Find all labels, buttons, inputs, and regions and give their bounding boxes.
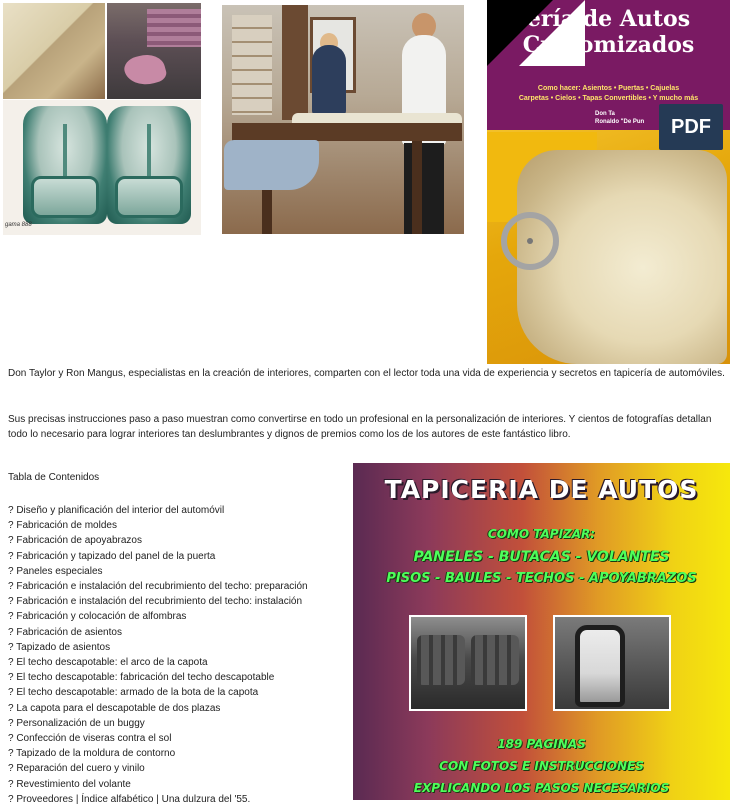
- toc-item: ? Fabricación de apoyabrazos: [8, 535, 142, 547]
- toc-list: [8, 503, 308, 807]
- upholstery-photo-1: [3, 3, 105, 99]
- book-cover-customizados[interactable]: [487, 0, 730, 364]
- cover2-line: 189 PAGINAS: [497, 737, 586, 751]
- front-seat-photo: [553, 615, 671, 711]
- toc-item: ? Fabricación y colocación de alfombras: [8, 611, 187, 623]
- toc-item: ? Proveedores | Índice alfabético | Una dulzura del '55.: [8, 793, 251, 805]
- cover2-line: EXPLICANDO LOS PASOS NECESARIOS: [413, 781, 670, 795]
- seat-back: [575, 625, 625, 707]
- steering-wheel: [501, 212, 559, 270]
- seat-stitch-line: [63, 124, 67, 184]
- cover2-line: PISOS - BAULES - TECHOS - APOYABRAZOS: [386, 571, 697, 586]
- seat-cushion: [31, 176, 99, 218]
- toc-item: ? El techo descapotable: armado de la bota de la capota: [8, 687, 259, 699]
- toc-item: ? Fabricación e instalación del recubrimiento del techo: preparación: [8, 581, 308, 593]
- toc-item: ? Paneles especiales: [8, 565, 103, 577]
- cover2-line: PANELES - BUTACAS - VOLANTES: [413, 549, 670, 565]
- toc-item: ? Tapizado de la moldura de contorno: [8, 748, 176, 760]
- cover2-line: COMO TAPIZAR:: [487, 527, 596, 541]
- shelf: [232, 15, 272, 115]
- cover-author-2: Ronaldo "De Pun: [595, 119, 645, 125]
- toc-item: ? Confección de viseras contra el sol: [8, 733, 172, 745]
- toc-item: ? Tapizado de asientos: [8, 641, 111, 653]
- seat-right: [107, 106, 191, 224]
- rear-seat-photo: [409, 615, 527, 711]
- cover-title-line1: ería de Autos: [526, 6, 691, 32]
- person-woman: [312, 45, 346, 115]
- person-pants: [404, 143, 444, 234]
- pdf-badge[interactable]: PDF: [659, 104, 723, 150]
- page-corner-white: [519, 0, 585, 66]
- cover-author-1: Don Ta: [595, 111, 615, 117]
- toc-item: ? Revestimiento del volante: [8, 778, 131, 790]
- toc-item: ? Fabricación de asientos: [8, 626, 122, 638]
- cover-title-line2: Customizados: [522, 32, 695, 58]
- description-paragraph-2: Sus precisas instrucciones paso a paso muestran como convertirse en todo un profesional en la personalización de interiores. Y cientos de fotografías detallan todo lo necesario para lograr interiores tan deslumbrantes y dignos de premios como los de los autores de este fantástico libro.: [8, 414, 712, 440]
- table-leg: [412, 141, 422, 234]
- seat-left: [23, 106, 107, 224]
- seat-back: [471, 635, 519, 685]
- photo-caption: gama 888: [5, 222, 32, 228]
- toc-item: ? Reparación del cuero y vinilo: [8, 763, 145, 775]
- book-cover-tapiceria[interactable]: [353, 463, 730, 800]
- seat-cushion: [115, 176, 183, 218]
- work-table: [232, 123, 462, 141]
- striped-fabric: [147, 9, 201, 47]
- seat-back: [417, 635, 465, 685]
- workshop-photo: [222, 5, 464, 234]
- fabric-cloth: [224, 140, 319, 190]
- toc-item: ? Fabricación y tapizado del panel de la puerta: [8, 550, 216, 562]
- toc-item: ? Personalización de un buggy: [8, 717, 145, 729]
- toc-item: ? Fabricación e instalación del recubrimiento del techo: instalación: [8, 596, 303, 608]
- door: [282, 5, 308, 120]
- toc-item: ? Diseño y planificación del interior del automóvil: [8, 505, 225, 516]
- cover2-title: TAPICERIA DE AUTOS: [384, 475, 699, 504]
- description-paragraph-1: Don Taylor y Ron Mangus, especialistas en la creación de interiores, comparten con el lector toda una vida de experiencia y secretos en tapicería de automóviles.: [8, 368, 725, 379]
- toc-item: ? La capota para el descapotable de dos plazas: [8, 702, 221, 714]
- upholstery-photo-2: [107, 3, 201, 99]
- toc-title: Tabla de Contenidos: [8, 472, 100, 483]
- pink-pattern-piece: [122, 50, 168, 89]
- cover-subtitle: Como hacer: Asientos • Puertas • Cajuelas Carpetas • Cielos • Tapas Convertibles • Y mucho más: [518, 85, 699, 102]
- toc-item: ? Fabricación de moldes: [8, 520, 117, 532]
- seat-stitch-line: [147, 124, 151, 184]
- toc-item: ? El techo descapotable: fabricación del techo descapotable: [8, 672, 275, 684]
- toc-item: ? El techo descapotable: el arco de la capota: [8, 657, 208, 669]
- cover-authors: [595, 110, 644, 126]
- cover2-line: CON FOTOS E INSTRUCCIONES: [439, 759, 644, 773]
- green-seats-photo: [3, 100, 201, 235]
